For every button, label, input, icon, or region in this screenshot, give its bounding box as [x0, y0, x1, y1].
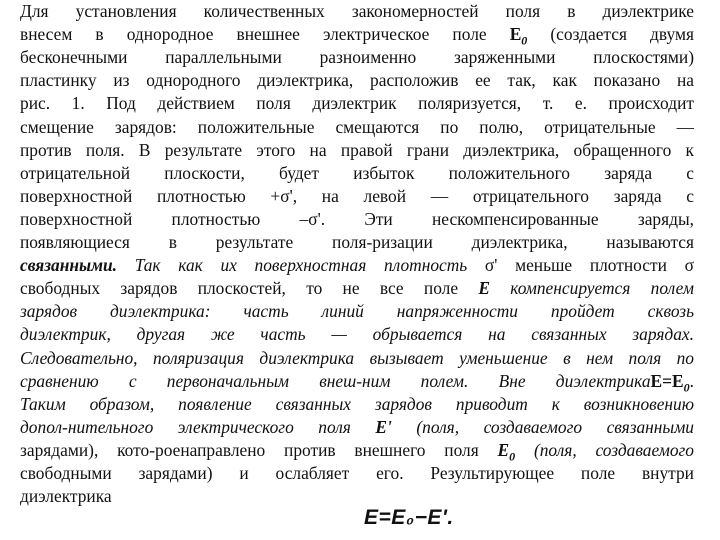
text-segment: против поля. В результате этого на правой грани диэлектрика, обращенного к	[20, 139, 694, 160]
text-segment: внесем в однородное внешнее электрическое поле	[20, 24, 510, 45]
text-segment: σ' меньше плотности σ	[484, 255, 694, 276]
text-segment: 0	[521, 33, 528, 47]
text-line	[20, 393, 694, 416]
text-line	[20, 323, 694, 346]
text-line	[20, 46, 694, 69]
text-line	[20, 277, 694, 300]
text-line	[20, 69, 694, 92]
text-line	[20, 254, 694, 277]
text-line	[20, 23, 694, 46]
text-line	[20, 0, 694, 23]
text-line	[20, 185, 694, 208]
text-segment: диэлектрик, другая же часть — обрывается на связанных зарядах.	[20, 324, 694, 345]
text-segment: E	[497, 439, 510, 460]
text-segment: E=E	[650, 370, 684, 391]
text-segment: 0	[683, 380, 690, 393]
text-segment: поверхностной плотностью +σ', на левой — отрицательного заряда с	[20, 185, 694, 206]
text-line	[20, 208, 694, 231]
text-segment: допол-нительного электрического поля	[20, 416, 376, 437]
text-segment: E	[509, 24, 522, 45]
text-segment: компенсируется полем	[489, 278, 694, 299]
text-segment: рис. 1. Под действием поля диэлектрик поляризуется, т. е. происходит	[20, 93, 694, 114]
text-line	[20, 116, 694, 139]
text-segment: (поля, создаваемого связанными	[391, 416, 694, 437]
text-line	[20, 370, 694, 393]
text-segment: свободных зарядов плоскостей, то не все поле	[20, 278, 479, 299]
text-segment: Следовательно, поляризация диэлектрика вызывает уменьшение в нем поля по	[20, 347, 694, 368]
text-line	[20, 231, 694, 254]
text-segment: Для установления количественных закономерностей поля в диэлектрике	[20, 1, 694, 21]
text-line	[20, 92, 694, 115]
text-line	[20, 439, 694, 462]
text-segment: .	[689, 370, 694, 391]
text-segment: появляющиеся в результате поля-ризации диэлектрика, называются	[20, 232, 694, 252]
text-line	[20, 485, 694, 508]
text-segment: E'	[375, 416, 392, 437]
text-segment: Таким образом, появление связанных зарядов приводит к возникновению	[20, 393, 694, 414]
text-line	[20, 462, 694, 485]
formula-field-inside-dielectric: E=E₀−E'.	[364, 506, 454, 529]
text-segment: 0	[509, 449, 516, 462]
text-segment: пластинку из однородного диэлектрика, расположив ее так, как показано на	[20, 70, 694, 91]
text-segment: отрицательной плоскости, будет избыток положительного заряда с	[20, 162, 694, 183]
text-segment: связанными.	[20, 255, 118, 276]
text-line	[20, 347, 694, 370]
text-segment: диэлектрика	[20, 486, 112, 507]
text-segment: (поля, создаваемого	[515, 439, 694, 460]
text-segment: смещение зарядов: положительные смещаются по полю, отрицательные —	[20, 116, 694, 137]
text-segment: E	[478, 278, 490, 299]
text-line	[20, 162, 694, 185]
text-segment: бесконечными параллельными разноименно заряженными плоскостями)	[20, 47, 694, 68]
text-line	[20, 300, 694, 323]
text-segment: поверхностной плотностью –σ'. Эти нескомпенсированные заряды,	[20, 208, 694, 229]
text-segment: зарядов диэлектрика: часть линий напряженности пройдет сквозь	[20, 301, 694, 322]
text-line	[20, 416, 694, 439]
text-line	[20, 139, 694, 162]
text-segment: сравнению с первоначальным внеш-ним полем. Вне диэлектрика	[20, 370, 651, 391]
text-segment: (создается двумя	[527, 24, 694, 45]
text-segment: Так как их поверхностная плотность	[117, 255, 485, 276]
text-segment: свободными зарядами) и ослабляет его. Результирующее поле внутри	[20, 463, 694, 483]
text-segment: зарядами), кото-роенаправлено против внешнего поля	[20, 439, 498, 460]
